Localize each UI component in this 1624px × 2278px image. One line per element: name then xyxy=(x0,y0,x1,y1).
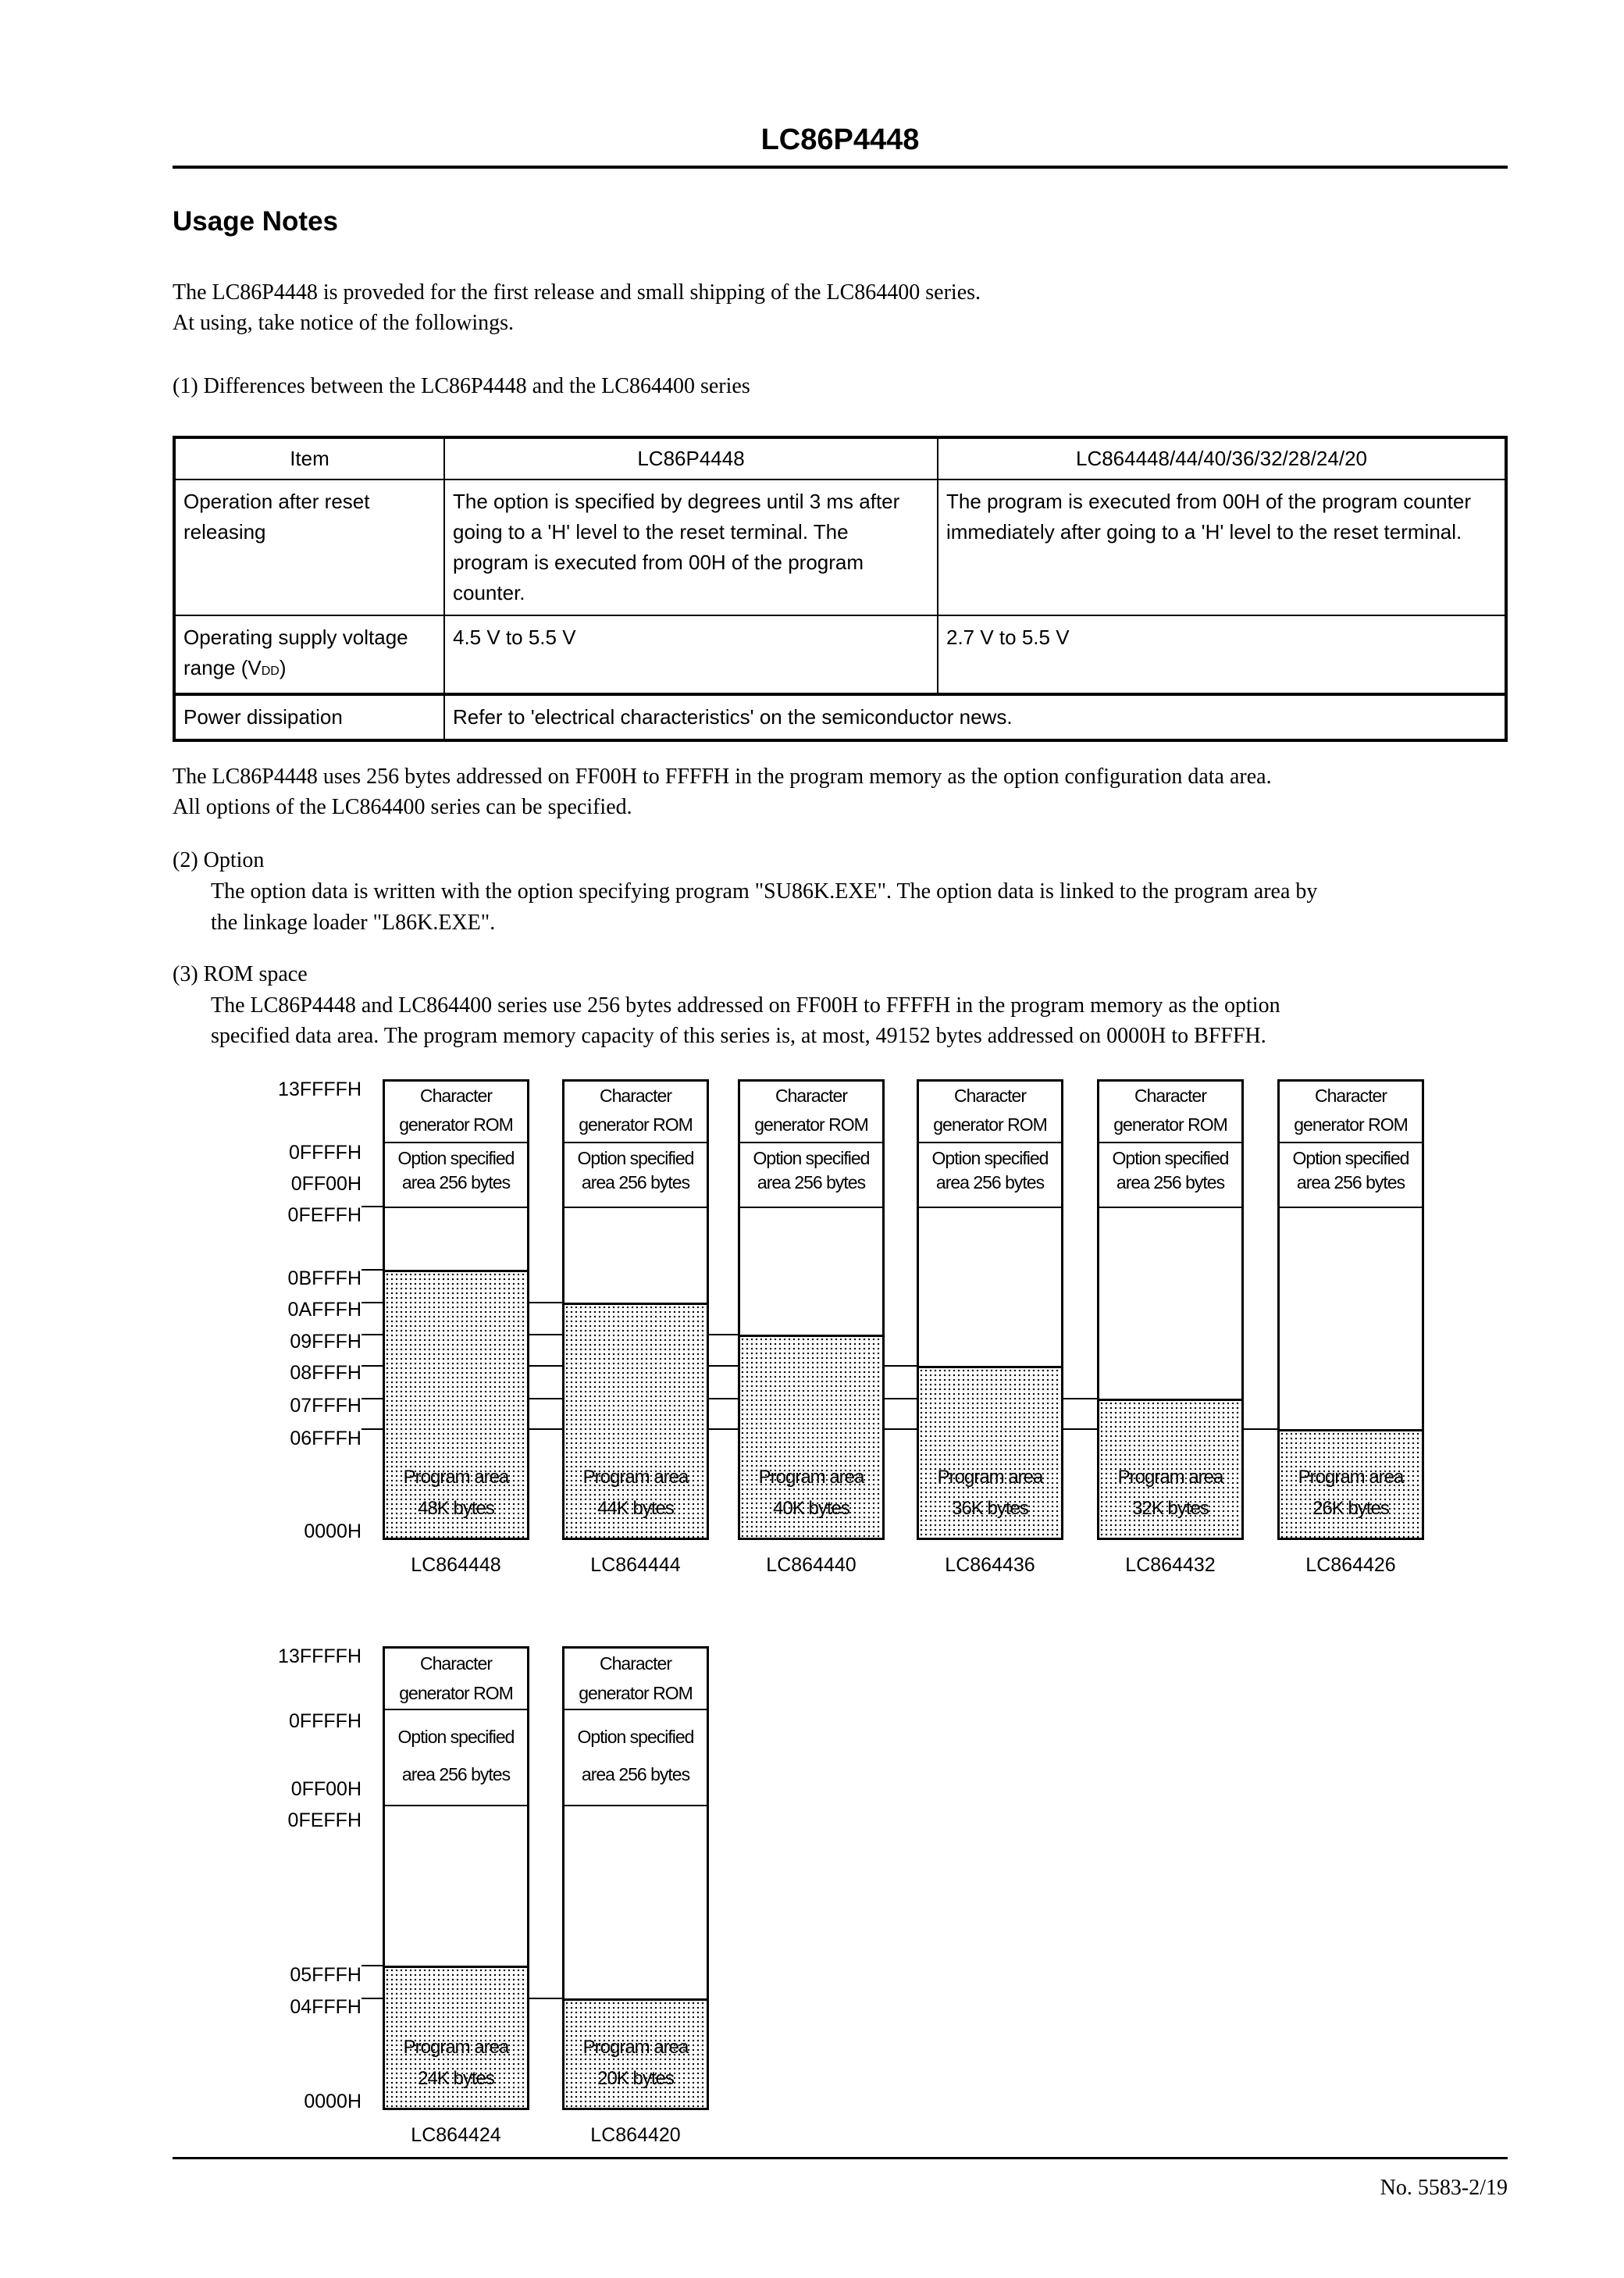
memory-column xyxy=(383,1646,529,2110)
level-line xyxy=(529,1302,562,1303)
address-label: 0BFFFH xyxy=(287,1267,361,1289)
memory-column xyxy=(917,1079,1063,1540)
para2-line-2: All options of the LC864400 series can be specified. xyxy=(173,795,632,819)
char-rom-text: Character xyxy=(420,1653,492,1674)
address-label: 13FFFFH xyxy=(278,1078,361,1100)
item3-line-1: The LC86P4448 and LC864400 series use 256 bytes addressed on FF00H to FFFFH in the program memory as the option xyxy=(211,993,1280,1018)
char-rom-text: generator ROM xyxy=(1113,1114,1227,1135)
row-p4448: The option is specified by degrees until 3 ms after going to a 'H' level to the reset terminal. The program is executed from 00H of the program counter. xyxy=(444,479,938,615)
table-row xyxy=(174,694,1506,740)
level-line xyxy=(709,1428,738,1430)
header-series: LC864448/44/40/36/32/28/24/20 xyxy=(938,437,1506,479)
level-line xyxy=(529,1334,562,1335)
program-area xyxy=(564,1998,707,2108)
char-rom-cell xyxy=(564,1649,707,1710)
address-tick xyxy=(361,1998,383,1999)
item2-heading: (2) Option xyxy=(173,848,265,872)
option-text: Option specified xyxy=(397,1148,515,1168)
page-number: No. 5583-2/19 xyxy=(1380,2176,1508,2200)
program-area-label: Program area xyxy=(1117,1467,1223,1488)
address-label: 0FFFFH xyxy=(288,1142,361,1164)
address-label: 07FFFH xyxy=(290,1395,361,1417)
char-rom-text: Character xyxy=(1134,1086,1206,1106)
option-text: area 256 bytes xyxy=(757,1172,866,1192)
memory-column xyxy=(562,1079,709,1540)
address-tick xyxy=(361,1365,383,1367)
program-area xyxy=(1099,1399,1241,1538)
option-text: Option specified xyxy=(1292,1148,1409,1168)
option-text: Option specified xyxy=(577,1727,694,1747)
char-rom-text: Character xyxy=(600,1086,671,1106)
program-area-size: 32K bytes xyxy=(1132,1498,1209,1519)
program-area-label: Program area xyxy=(582,2037,689,2058)
level-line xyxy=(709,1334,738,1335)
item-text: Operating supply voltage range (V xyxy=(183,626,408,679)
address-tick xyxy=(361,1965,383,1966)
option-area-cell xyxy=(919,1145,1061,1208)
char-rom-text: generator ROM xyxy=(579,1683,693,1703)
program-area-size: 36K bytes xyxy=(952,1498,1028,1519)
table-header-row xyxy=(174,437,1506,479)
level-line xyxy=(709,1365,738,1367)
program-area-label: Program area xyxy=(403,2037,509,2058)
char-rom-text: generator ROM xyxy=(399,1114,513,1135)
option-area-cell xyxy=(564,1712,707,1806)
level-line xyxy=(529,1365,562,1367)
item-text-end: ) xyxy=(279,656,287,679)
row-item xyxy=(174,615,444,694)
program-area-size: 24K bytes xyxy=(418,2068,494,2089)
char-rom-cell xyxy=(564,1082,707,1143)
address-tick xyxy=(361,1302,383,1303)
page-title: LC86P4448 xyxy=(760,123,920,156)
char-rom-text: generator ROM xyxy=(933,1114,1047,1135)
memory-column xyxy=(1097,1079,1244,1540)
program-area-label: Program area xyxy=(582,1467,689,1488)
option-text: Option specified xyxy=(397,1727,515,1747)
address-label: 0FFFFH xyxy=(288,1710,361,1732)
level-line xyxy=(709,1398,738,1399)
char-rom-text: Character xyxy=(1315,1086,1387,1106)
address-label: 09FFFH xyxy=(290,1331,361,1353)
program-area-label: Program area xyxy=(758,1467,864,1488)
level-line xyxy=(529,1998,562,1999)
char-rom-cell xyxy=(385,1649,527,1710)
row-item: Power dissipation xyxy=(174,694,444,740)
program-area-label: Program area xyxy=(1298,1467,1404,1488)
address-label: 0FF00H xyxy=(290,1778,361,1800)
memory-column xyxy=(738,1079,885,1540)
option-text: area 256 bytes xyxy=(1116,1172,1225,1192)
model-label: LC864426 xyxy=(1305,1554,1396,1576)
program-area-size: 48K bytes xyxy=(418,1498,494,1519)
footer-rule xyxy=(173,2157,1508,2159)
option-area-cell xyxy=(1099,1145,1241,1208)
level-line xyxy=(529,1398,562,1399)
option-text: Option specified xyxy=(753,1148,870,1168)
option-text: Option specified xyxy=(931,1148,1049,1168)
item2-line-1: The option data is written with the option specifying program "SU86K.EXE". The option data is linked to the program area by xyxy=(211,879,1318,904)
item3-line-2: specified data area. The program memory capacity of this series is, at most, 49152 bytes addressed on 0000H to BFFFH. xyxy=(211,1024,1266,1048)
program-area xyxy=(385,1966,527,2108)
section-title: Usage Notes xyxy=(173,206,339,237)
option-area-cell xyxy=(740,1145,882,1208)
row-p4448: 4.5 V to 5.5 V xyxy=(444,615,938,694)
model-label: LC864432 xyxy=(1125,1554,1216,1576)
level-line xyxy=(1244,1428,1277,1430)
address-tick xyxy=(361,1334,383,1335)
model-label: LC864420 xyxy=(590,2124,681,2146)
memory-column xyxy=(1277,1079,1424,1540)
row-merged: Refer to 'electrical characteristics' on the semiconductor news. xyxy=(444,694,1506,740)
char-rom-cell xyxy=(1280,1082,1422,1143)
program-area-size: 20K bytes xyxy=(597,2068,674,2089)
program-area xyxy=(740,1335,882,1538)
address-label: 06FFFH xyxy=(290,1428,361,1449)
program-area xyxy=(564,1303,707,1538)
address-label: 0FEFFH xyxy=(287,1809,361,1831)
address-label: 0FEFFH xyxy=(287,1204,361,1226)
address-label: 0AFFFH xyxy=(287,1299,361,1321)
row-item: Operation after reset releasing xyxy=(174,479,444,615)
intro-line-2: At using, take notice of the followings. xyxy=(173,311,515,335)
char-rom-text: Character xyxy=(420,1086,492,1106)
char-rom-cell xyxy=(919,1082,1061,1143)
char-rom-cell xyxy=(740,1082,882,1143)
option-text: Option specified xyxy=(1112,1148,1229,1168)
model-label: LC864448 xyxy=(411,1554,501,1576)
address-label: 0000H xyxy=(304,2091,361,2112)
level-line xyxy=(529,1428,562,1430)
char-rom-text: Character xyxy=(600,1653,671,1674)
option-text: area 256 bytes xyxy=(581,1764,690,1784)
char-rom-text: generator ROM xyxy=(1294,1114,1408,1135)
char-rom-cell xyxy=(1099,1082,1241,1143)
char-rom-cell xyxy=(385,1082,527,1143)
address-tick xyxy=(361,1206,383,1207)
header-rule xyxy=(173,166,1508,169)
option-area-cell xyxy=(1280,1145,1422,1208)
option-text: area 256 bytes xyxy=(401,1172,511,1192)
option-text: area 256 bytes xyxy=(581,1172,690,1192)
item2-line-2: the linkage loader "L86K.EXE". xyxy=(211,911,496,935)
char-rom-text: generator ROM xyxy=(579,1114,693,1135)
program-area-label: Program area xyxy=(937,1467,1043,1488)
item-subscript: DD xyxy=(261,665,280,678)
option-area-cell xyxy=(385,1712,527,1806)
program-area xyxy=(919,1366,1061,1538)
address-tick xyxy=(361,1398,383,1399)
char-rom-text: Character xyxy=(954,1086,1026,1106)
item3-heading: (3) ROM space xyxy=(173,962,308,986)
address-label: 0FF00H xyxy=(290,1173,361,1195)
option-text: area 256 bytes xyxy=(401,1764,511,1784)
program-area-size: 26K bytes xyxy=(1312,1498,1389,1519)
address-label: 0000H xyxy=(304,1520,361,1542)
program-area xyxy=(385,1270,527,1538)
table-row xyxy=(174,479,1506,615)
char-rom-text: generator ROM xyxy=(754,1114,868,1135)
row-series: The program is executed from 00H of the program counter immediately after going to a 'H' level to the reset terminal. xyxy=(938,479,1506,615)
option-text: Option specified xyxy=(577,1148,694,1168)
address-label: 13FFFFH xyxy=(278,1645,361,1667)
address-tick xyxy=(361,1428,383,1430)
memory-column xyxy=(562,1646,709,2110)
header-item: Item xyxy=(174,437,444,479)
program-area-size: 40K bytes xyxy=(773,1498,849,1519)
char-rom-text: generator ROM xyxy=(399,1683,513,1703)
option-text: area 256 bytes xyxy=(935,1172,1045,1192)
address-label: 04FFFH xyxy=(290,1996,361,2018)
intro-line-1: The LC86P4448 is proveded for the first release and small shipping of the LC864400 series. xyxy=(173,280,981,305)
table-row xyxy=(174,615,1506,694)
program-area-label: Program area xyxy=(403,1467,509,1488)
address-tick xyxy=(361,1269,383,1271)
header-lc86p4448: LC86P4448 xyxy=(444,437,938,479)
differences-table xyxy=(173,436,1508,742)
level-line xyxy=(885,1428,917,1430)
level-line xyxy=(1063,1428,1097,1430)
item1-heading: (1) Differences between the LC86P4448 and the LC864400 series xyxy=(173,374,750,398)
model-label: LC864440 xyxy=(766,1554,857,1576)
level-line xyxy=(1063,1398,1097,1399)
model-label: LC864444 xyxy=(590,1554,681,1576)
memory-column xyxy=(383,1079,529,1540)
para2-line-1: The LC86P4448 uses 256 bytes addressed on FF00H to FFFFH in the program memory as the option configuration data area. xyxy=(173,765,1272,789)
row-series: 2.7 V to 5.5 V xyxy=(938,615,1506,694)
option-text: area 256 bytes xyxy=(1296,1172,1405,1192)
level-line xyxy=(885,1398,917,1399)
model-label: LC864436 xyxy=(945,1554,1035,1576)
address-label: 05FFFH xyxy=(290,1964,361,1986)
option-area-cell xyxy=(564,1145,707,1208)
program-area xyxy=(1280,1429,1422,1538)
model-label: LC864424 xyxy=(411,2124,501,2146)
char-rom-text: Character xyxy=(775,1086,847,1106)
address-label: 08FFFH xyxy=(290,1362,361,1384)
option-area-cell xyxy=(385,1145,527,1208)
level-line xyxy=(885,1365,917,1367)
program-area-size: 44K bytes xyxy=(597,1498,674,1519)
